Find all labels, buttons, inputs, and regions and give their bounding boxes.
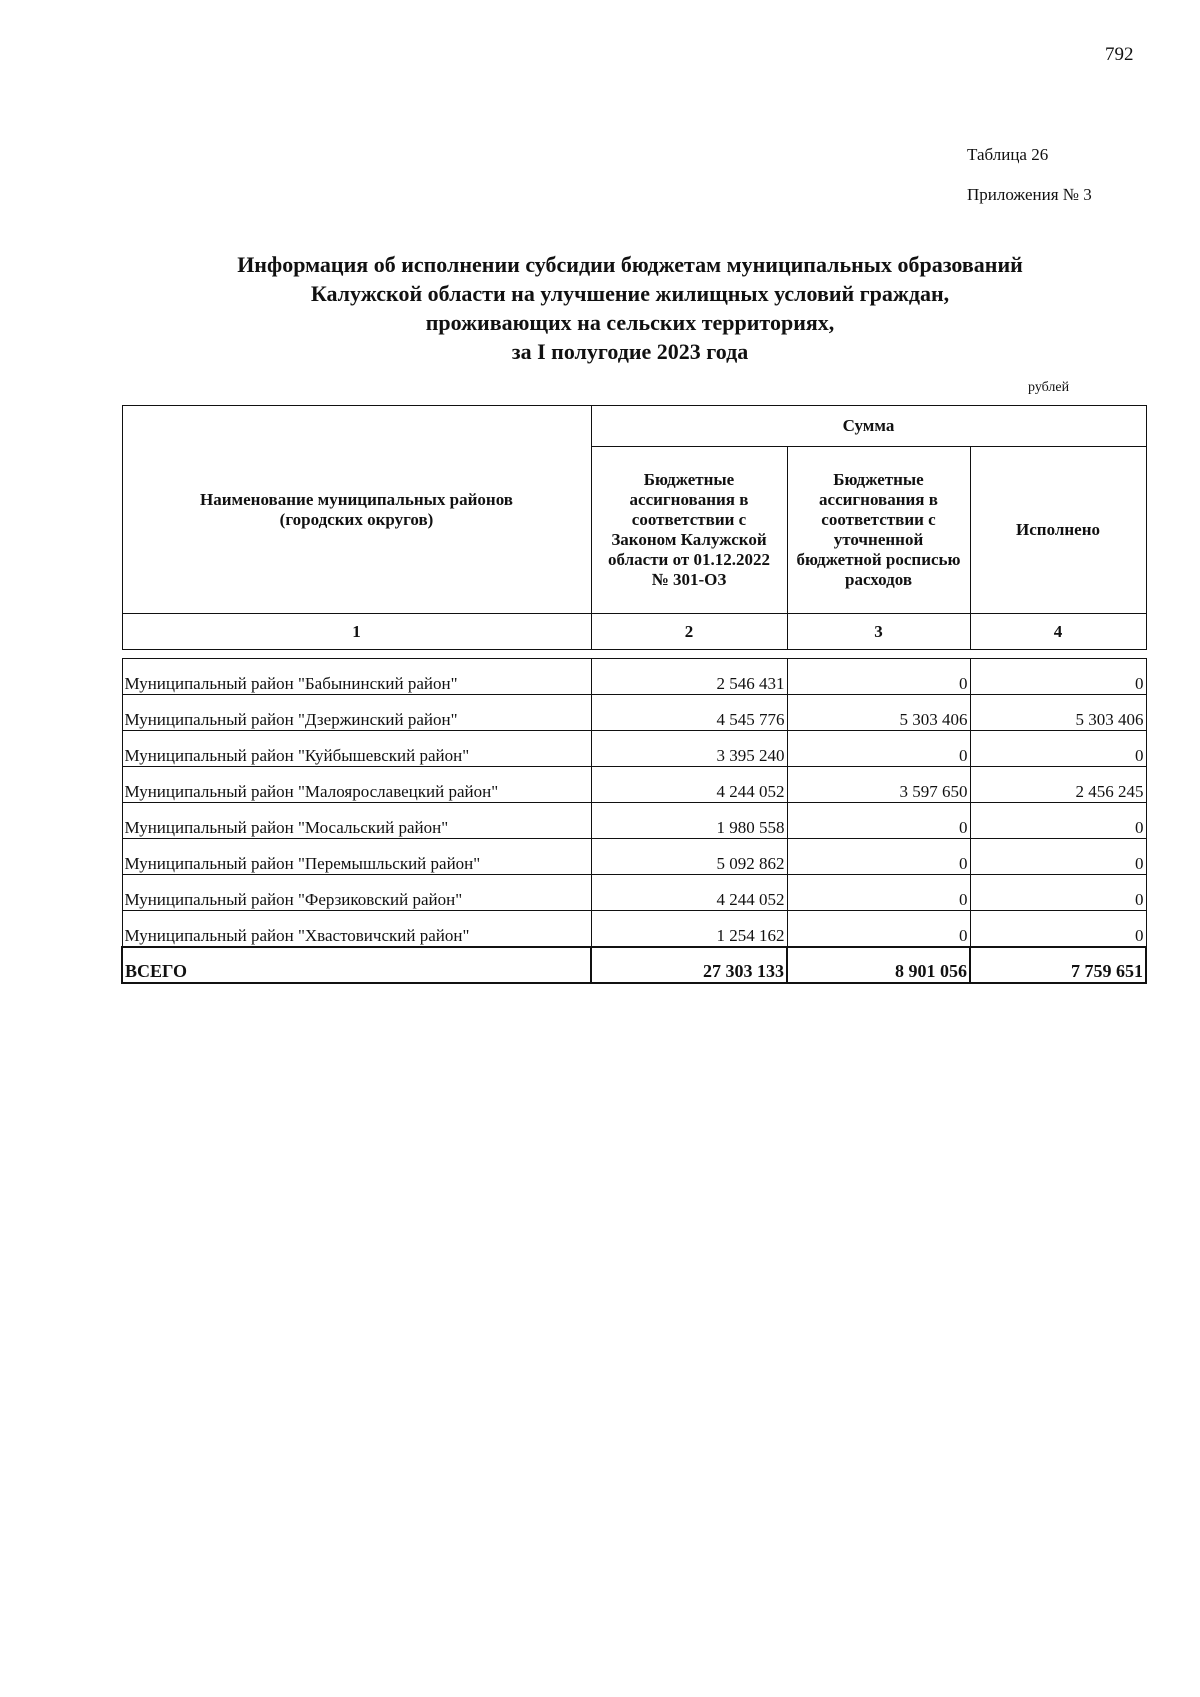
table-row xyxy=(122,875,1146,911)
document-title xyxy=(130,250,1130,366)
header-line: ассигнования в xyxy=(629,490,749,509)
district-name: Муниципальный район "Дзержинский район" xyxy=(122,695,591,731)
refined-value: 3 597 650 xyxy=(787,767,970,803)
refined-value: 0 xyxy=(787,659,970,695)
executed-value: 0 xyxy=(970,731,1146,767)
header-line: Бюджетные xyxy=(643,470,735,489)
total-allocated: 27 303 133 xyxy=(591,947,787,983)
table-row xyxy=(122,803,1146,839)
allocated-value: 1 980 558 xyxy=(591,803,787,839)
title-line: Калужской области на улучшение жилищных условий граждан, xyxy=(310,281,950,306)
executed-value: 0 xyxy=(970,803,1146,839)
allocated-value: 4 244 052 xyxy=(591,767,787,803)
table-row xyxy=(122,839,1146,875)
table-row xyxy=(122,911,1146,947)
title-line: Информация об исполнении субсидии бюджетам муниципальных образований xyxy=(237,252,1023,277)
executed-value: 0 xyxy=(970,875,1146,911)
refined-value: 0 xyxy=(787,803,970,839)
header-line: расходов xyxy=(845,570,912,589)
executed-value: 0 xyxy=(970,839,1146,875)
page-number: 792 xyxy=(1105,44,1134,65)
header-line: уточненной xyxy=(833,530,924,549)
allocated-value: 4 545 776 xyxy=(591,695,787,731)
header-allocated-column xyxy=(591,447,787,614)
subsidy-table xyxy=(121,405,1147,984)
total-row xyxy=(122,947,1146,983)
header-refined-column xyxy=(787,447,970,614)
column-index: 1 xyxy=(122,614,591,650)
title-line: за I полугодие 2023 года xyxy=(511,339,749,364)
header-name-column xyxy=(122,406,591,614)
table-row xyxy=(122,659,1146,695)
district-name: Муниципальный район "Хвастовичский район" xyxy=(122,911,591,947)
allocated-value: 4 244 052 xyxy=(591,875,787,911)
refined-value: 0 xyxy=(787,731,970,767)
header-line: № 301-ОЗ xyxy=(651,570,727,589)
refined-value: 0 xyxy=(787,911,970,947)
executed-value: 0 xyxy=(970,911,1146,947)
header-sum-group: Сумма xyxy=(591,406,1146,447)
header-line: Законом Калужской xyxy=(611,530,767,549)
header-name-line: Наименование муниципальных районов xyxy=(200,489,513,509)
executed-value: 0 xyxy=(970,659,1146,695)
table-row xyxy=(122,695,1146,731)
units-label: рублей xyxy=(1028,380,1070,395)
district-name: Муниципальный район "Перемышльский район" xyxy=(122,839,591,875)
allocated-value: 1 254 162 xyxy=(591,911,787,947)
header-line: области от 01.12.2022 xyxy=(608,550,770,569)
allocated-value: 3 395 240 xyxy=(591,731,787,767)
header-line: бюджетной росписью xyxy=(796,550,961,569)
header-line: ассигнования в xyxy=(819,490,938,509)
district-name: Муниципальный район "Мосальский район" xyxy=(122,803,591,839)
header-line: соответствии с xyxy=(631,510,747,529)
column-index: 4 xyxy=(970,614,1146,650)
header-line: соответствии с xyxy=(821,510,936,529)
district-name: Муниципальный район "Бабынинский район" xyxy=(122,659,591,695)
header-name-line: (городских округов) xyxy=(279,509,434,529)
table-row xyxy=(122,767,1146,803)
total-label: ВСЕГО xyxy=(122,947,591,983)
executed-value: 5 303 406 xyxy=(970,695,1146,731)
column-index: 3 xyxy=(787,614,970,650)
refined-value: 0 xyxy=(787,839,970,875)
allocated-value: 2 546 431 xyxy=(591,659,787,695)
allocated-value: 5 092 862 xyxy=(591,839,787,875)
title-line: проживающих на сельских территориях, xyxy=(425,310,835,335)
district-name: Муниципальный район "Ферзиковский район" xyxy=(122,875,591,911)
table-reference: Таблица 26 xyxy=(967,145,1049,164)
appendix-reference: Приложения № 3 xyxy=(967,185,1092,204)
district-name: Муниципальный район "Малоярославецкий район" xyxy=(122,767,591,803)
refined-value: 0 xyxy=(787,875,970,911)
header-executed-column: Исполнено xyxy=(970,447,1146,614)
district-name: Муниципальный район "Куйбышевский район" xyxy=(122,731,591,767)
total-refined: 8 901 056 xyxy=(787,947,970,983)
executed-value: 2 456 245 xyxy=(970,767,1146,803)
refined-value: 5 303 406 xyxy=(787,695,970,731)
header-line: Бюджетные xyxy=(833,470,924,489)
table-row xyxy=(122,731,1146,767)
column-index: 2 xyxy=(591,614,787,650)
total-executed: 7 759 651 xyxy=(970,947,1146,983)
